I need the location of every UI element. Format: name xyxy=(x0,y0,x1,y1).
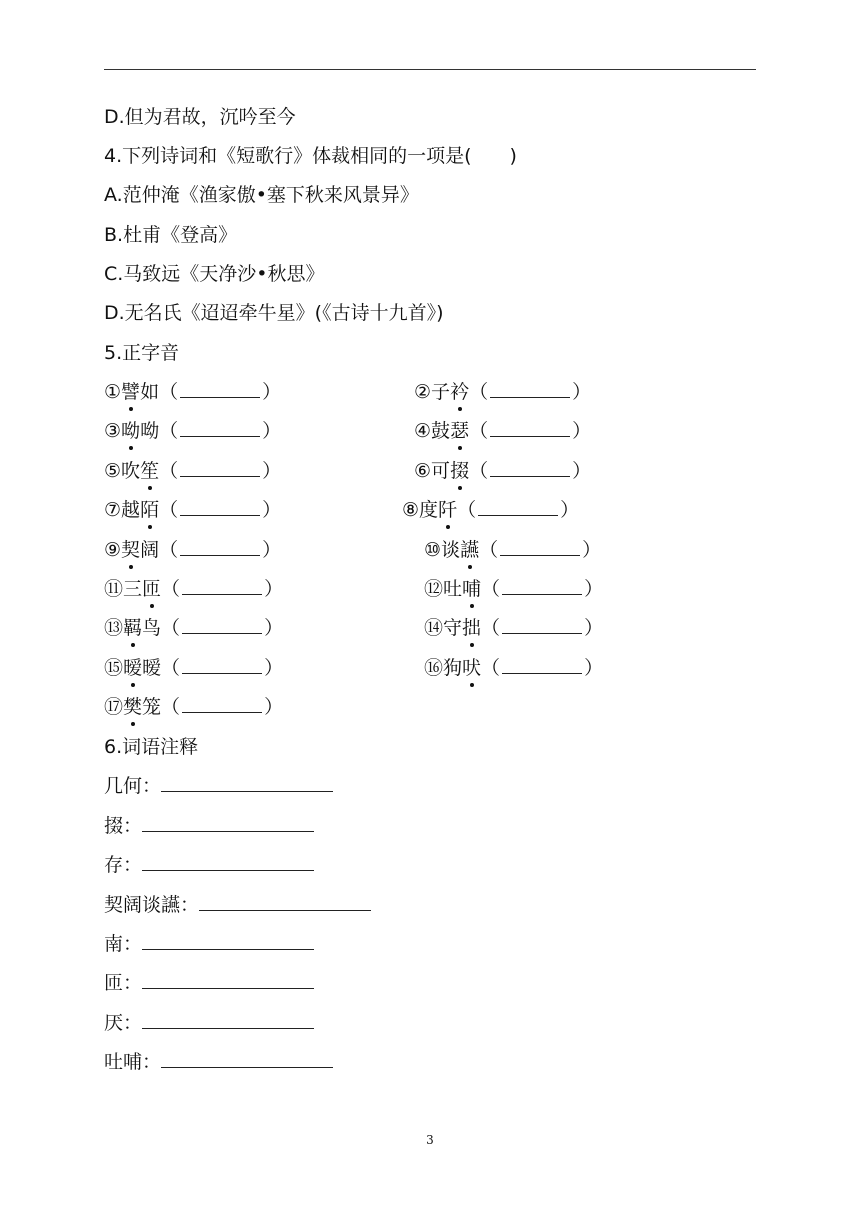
answer-blank[interactable] xyxy=(478,497,558,516)
pronunciation-item xyxy=(104,694,283,720)
paren-open: （ xyxy=(481,617,501,639)
item-number: ⑨ xyxy=(104,539,122,561)
paren-open: （ xyxy=(161,578,181,600)
q4-option-b: B.杜甫《登高》 xyxy=(104,224,238,246)
paren-open: （ xyxy=(161,617,181,639)
item-number: ④ xyxy=(414,420,432,442)
term-line xyxy=(104,931,314,957)
term-line xyxy=(104,773,333,799)
definition-blank[interactable] xyxy=(161,773,333,792)
word-part: 越 xyxy=(121,499,141,521)
word-part: 吹 xyxy=(121,460,141,482)
paren-close: ） xyxy=(572,381,592,403)
pronunciation-item xyxy=(414,418,591,444)
dotted-character: 拙 xyxy=(462,617,482,639)
dotted-character: 哺 xyxy=(462,578,482,600)
answer-blank[interactable] xyxy=(180,418,260,437)
definition-blank[interactable] xyxy=(142,931,314,950)
term-label: 南： xyxy=(104,933,143,955)
pronunciation-item xyxy=(402,497,579,523)
pronunciation-item xyxy=(414,458,591,484)
dotted-character: 阡 xyxy=(438,499,458,521)
paren-close: ） xyxy=(572,420,592,442)
paren-open: （ xyxy=(159,381,179,403)
paren-open: （ xyxy=(469,460,489,482)
pronunciation-item xyxy=(414,379,591,405)
answer-blank[interactable] xyxy=(182,694,262,713)
answer-blank[interactable] xyxy=(490,418,570,437)
dotted-character: 匝 xyxy=(142,578,162,600)
paren-close: ） xyxy=(584,657,604,679)
word-part: 鸟 xyxy=(142,617,162,639)
q4-option-d: D.无名氏《迢迢牵牛星》(《古诗十九首》) xyxy=(104,302,444,324)
term-label: 掇： xyxy=(104,815,143,837)
answer-blank[interactable] xyxy=(490,458,570,477)
answer-blank[interactable] xyxy=(180,379,260,398)
word-part: 狗 xyxy=(443,657,463,679)
word-part: 阔 xyxy=(140,539,160,561)
term-label: 存： xyxy=(104,854,143,876)
answer-blank[interactable] xyxy=(180,458,260,477)
dotted-character: 瑟 xyxy=(450,420,470,442)
answer-blank[interactable] xyxy=(502,655,582,674)
paren-close: ） xyxy=(560,499,580,521)
paren-open: （ xyxy=(159,460,179,482)
q4-option-a: A.范仲淹《渔家傲•塞下秋来风景异》 xyxy=(104,184,419,206)
definition-blank[interactable] xyxy=(199,892,371,911)
paren-close: ） xyxy=(262,420,282,442)
term-line xyxy=(104,892,371,918)
pronunciation-item xyxy=(104,379,281,405)
dotted-character: 譬 xyxy=(121,381,141,403)
definition-blank[interactable] xyxy=(161,1049,333,1068)
answer-blank[interactable] xyxy=(182,576,262,595)
item-number: ⑥ xyxy=(414,460,432,482)
pronunciation-item xyxy=(104,458,281,484)
item-number: ⑩ xyxy=(424,539,442,561)
word-part: 鼓 xyxy=(431,420,451,442)
page-number: 3 xyxy=(426,1133,434,1147)
paren-open: （ xyxy=(481,657,501,679)
paren-close: ） xyxy=(584,617,604,639)
word-part: 吐 xyxy=(443,578,463,600)
definition-blank[interactable] xyxy=(142,813,314,832)
q4-stem: 4.下列诗词和《短歌行》体裁相同的一项是( ) xyxy=(104,145,517,167)
pronunciation-item xyxy=(424,537,601,563)
answer-blank[interactable] xyxy=(182,655,262,674)
header-rule xyxy=(104,69,756,70)
paren-close: ） xyxy=(264,617,284,639)
dotted-character: 讌 xyxy=(460,539,480,561)
paren-close: ） xyxy=(262,460,282,482)
paren-close: ） xyxy=(264,696,284,718)
item-number: ⑰ xyxy=(104,696,124,718)
word-part: 可 xyxy=(431,460,451,482)
pronunciation-item xyxy=(424,615,603,641)
paren-close: ） xyxy=(584,578,604,600)
dotted-character: 吠 xyxy=(462,657,482,679)
pronunciation-item xyxy=(104,418,281,444)
term-label: 厌： xyxy=(104,1012,143,1034)
term-label: 匝： xyxy=(104,972,143,994)
dotted-character: 衿 xyxy=(450,381,470,403)
paren-close: ） xyxy=(262,381,282,403)
word-part: 如 xyxy=(140,381,160,403)
word-part: 笼 xyxy=(142,696,162,718)
paren-open: （ xyxy=(481,578,501,600)
dotted-character: 契 xyxy=(121,539,141,561)
word-part: 谈 xyxy=(441,539,461,561)
term-label: 契阔谈讌： xyxy=(104,894,200,916)
pronunciation-item xyxy=(104,576,283,602)
paren-open: （ xyxy=(161,657,181,679)
paren-open: （ xyxy=(457,499,477,521)
paren-open: （ xyxy=(469,381,489,403)
pronunciation-item xyxy=(104,537,281,563)
item-number: ⑪ xyxy=(104,578,124,600)
paren-close: ） xyxy=(582,539,602,561)
definition-blank[interactable] xyxy=(142,1010,314,1029)
definition-blank[interactable] xyxy=(142,852,314,871)
answer-blank[interactable] xyxy=(500,537,580,556)
pronunciation-item xyxy=(424,655,603,681)
paren-open: （ xyxy=(159,499,179,521)
paren-open: （ xyxy=(479,539,499,561)
item-number: ⑬ xyxy=(104,617,124,639)
item-number: ② xyxy=(414,381,432,403)
answer-blank[interactable] xyxy=(502,615,582,634)
paren-close: ） xyxy=(262,499,282,521)
dotted-character: 樊 xyxy=(123,696,143,718)
item-number: ⑤ xyxy=(104,460,122,482)
term-line xyxy=(104,813,314,839)
answer-blank[interactable] xyxy=(182,615,262,634)
word-part: 三 xyxy=(123,578,143,600)
q6-title: 6.词语注释 xyxy=(104,736,199,758)
item-number: ⑫ xyxy=(424,578,444,600)
term-label: 几何： xyxy=(104,775,162,797)
item-number: ① xyxy=(104,381,122,403)
term-line xyxy=(104,1049,333,1075)
word-part: 暧 xyxy=(142,657,162,679)
q5-title: 5.正字音 xyxy=(104,342,180,364)
paren-open: （ xyxy=(159,539,179,561)
q4-option-c: C.马致远《天净沙•秋思》 xyxy=(104,263,325,285)
paren-open: （ xyxy=(469,420,489,442)
term-line xyxy=(104,852,314,878)
paren-open: （ xyxy=(161,696,181,718)
term-line xyxy=(104,970,314,996)
term-label: 吐哺： xyxy=(104,1051,162,1073)
dotted-character: 呦 xyxy=(121,420,141,442)
word-part: 呦 xyxy=(140,420,160,442)
word-part: 子 xyxy=(431,381,451,403)
paren-close: ） xyxy=(572,460,592,482)
item-number: ⑭ xyxy=(424,617,444,639)
definition-blank[interactable] xyxy=(142,970,314,989)
word-part: 守 xyxy=(443,617,463,639)
paren-close: ） xyxy=(264,657,284,679)
word-part: 度 xyxy=(419,499,439,521)
paren-close: ） xyxy=(262,539,282,561)
paren-open: （ xyxy=(159,420,179,442)
item-number: ⑧ xyxy=(402,499,420,521)
pronunciation-item xyxy=(104,615,283,641)
dotted-character: 陌 xyxy=(140,499,160,521)
item-number: ⑮ xyxy=(104,657,124,679)
q3-option-d: D.但为君故，沉吟至今 xyxy=(104,106,296,128)
item-number: ⑯ xyxy=(424,657,444,679)
term-line xyxy=(104,1010,314,1036)
dotted-character: 掇 xyxy=(450,460,470,482)
pronunciation-item xyxy=(104,497,281,523)
answer-blank[interactable] xyxy=(502,576,582,595)
item-number: ⑦ xyxy=(104,499,122,521)
pronunciation-item xyxy=(424,576,603,602)
paren-close: ） xyxy=(264,578,284,600)
answer-blank[interactable] xyxy=(180,537,260,556)
dotted-character: 羁 xyxy=(123,617,143,639)
pronunciation-item xyxy=(104,655,283,681)
dotted-character: 笙 xyxy=(140,460,160,482)
answer-blank[interactable] xyxy=(490,379,570,398)
dotted-character: 暧 xyxy=(123,657,143,679)
item-number: ③ xyxy=(104,420,122,442)
answer-blank[interactable] xyxy=(180,497,260,516)
